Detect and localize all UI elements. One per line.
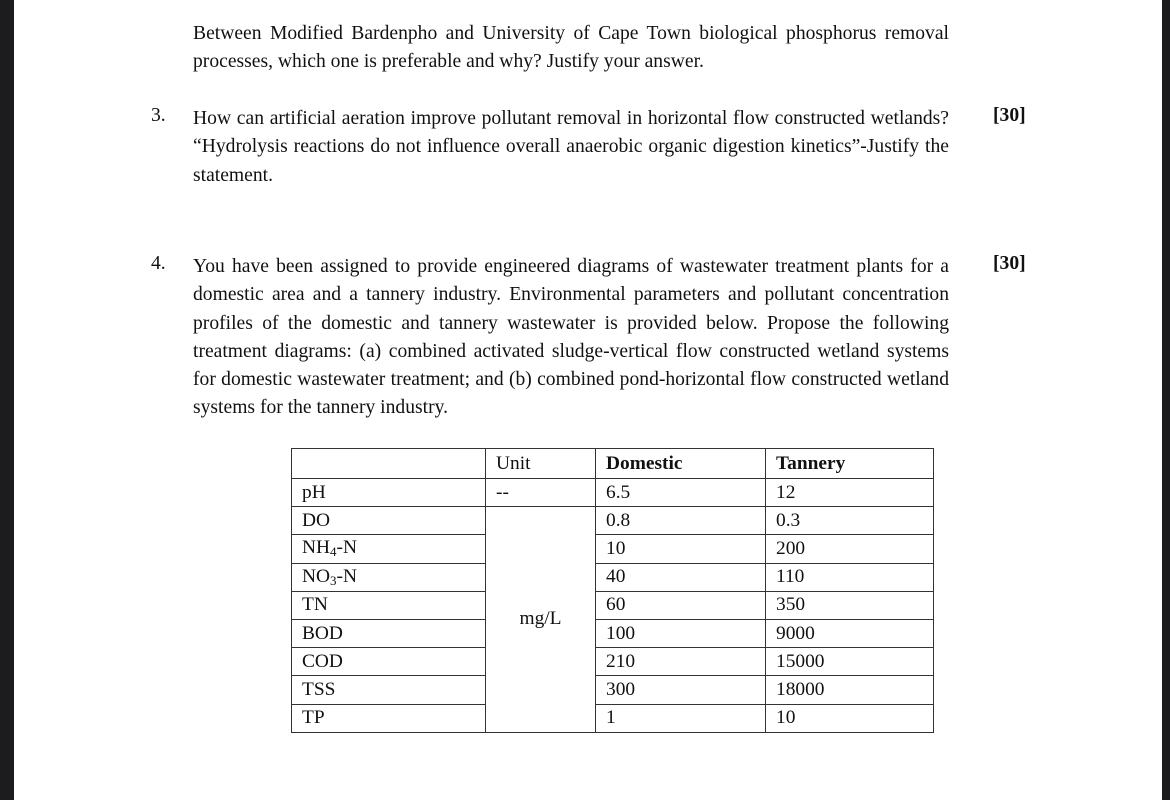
param-main: NH bbox=[302, 537, 331, 559]
table-row bbox=[292, 563, 934, 591]
row-tannery: 0.3 bbox=[766, 507, 934, 535]
question-4-number: 4. bbox=[151, 253, 166, 274]
table-row bbox=[292, 648, 934, 676]
question-4-marks: [30] bbox=[993, 253, 1026, 274]
row-param: DO bbox=[292, 507, 486, 535]
header-param bbox=[292, 449, 486, 479]
row-domestic: 100 bbox=[596, 619, 766, 647]
row-domestic: 210 bbox=[596, 648, 766, 676]
row-domestic: 6.5 bbox=[596, 479, 766, 507]
row-tannery: 10 bbox=[766, 704, 934, 732]
table-row bbox=[292, 619, 934, 647]
row-domestic: 10 bbox=[596, 535, 766, 563]
question-3-marks: [30] bbox=[993, 105, 1026, 126]
header-unit: Unit bbox=[486, 449, 596, 479]
intro-paragraph: Between Modified Bardenpho and University of Cape Town biological phosphorus removal processes, which one is preferable and why? Justify your answer. bbox=[193, 23, 949, 73]
question-3-text: How can artificial aeration improve pollutant removal in horizontal flow constructed wetlands? “Hydrolysis reactions do not influence overall anaerobic organic digestion kinetics”-Justify the statement. bbox=[193, 108, 949, 186]
row-domestic: 1 bbox=[596, 704, 766, 732]
row-tannery: 350 bbox=[766, 591, 934, 619]
row-param: TSS bbox=[292, 676, 486, 704]
question-3-number: 3. bbox=[151, 105, 166, 126]
row-param: TP bbox=[292, 704, 486, 732]
row-param: pH bbox=[292, 479, 486, 507]
param-main: NO bbox=[302, 565, 331, 587]
param-tail: -N bbox=[336, 565, 357, 587]
row-param: TN bbox=[292, 591, 486, 619]
param-tail: -N bbox=[336, 537, 357, 559]
header-domestic: Domestic bbox=[596, 449, 766, 479]
table-row bbox=[292, 535, 934, 563]
row-domestic: 300 bbox=[596, 676, 766, 704]
param-subscript: 3 bbox=[330, 572, 337, 588]
table-row bbox=[292, 676, 934, 704]
table-row bbox=[292, 704, 934, 732]
row-param bbox=[292, 563, 486, 591]
param-subscript: 4 bbox=[330, 544, 337, 560]
table-row bbox=[292, 479, 934, 507]
row-param: BOD bbox=[292, 619, 486, 647]
row-domestic: 0.8 bbox=[596, 507, 766, 535]
wastewater-parameter-table bbox=[291, 448, 934, 733]
table-row bbox=[292, 591, 934, 619]
row-tannery: 15000 bbox=[766, 648, 934, 676]
question-4-text: You have been assigned to provide engineered diagrams of wastewater treatment plants for a domestic area and a tannery industry. Environmental parameters and pollutant concentration profiles of the domestic and tannery wastewater is provided below. Propose the following treatment diagrams: (a) combined activated sludge-vertical flow constructed wetland systems for domestic wastewater treatment; and (b) combined pond-horizontal flow constructed wetland systems for the tannery industry. bbox=[193, 256, 949, 419]
row-tannery: 12 bbox=[766, 479, 934, 507]
document-page bbox=[14, 0, 1162, 800]
table-header-row bbox=[292, 449, 934, 479]
row-domestic: 40 bbox=[596, 563, 766, 591]
table-row bbox=[292, 507, 934, 535]
header-tannery: Tannery bbox=[766, 449, 934, 479]
merged-unit-cell: mg/L bbox=[486, 507, 596, 733]
row-domestic: 60 bbox=[596, 591, 766, 619]
row-tannery: 9000 bbox=[766, 619, 934, 647]
row-tannery: 200 bbox=[766, 535, 934, 563]
row-tannery: 110 bbox=[766, 563, 934, 591]
row-param bbox=[292, 535, 486, 563]
row-unit: -- bbox=[486, 479, 596, 507]
row-param: COD bbox=[292, 648, 486, 676]
row-tannery: 18000 bbox=[766, 676, 934, 704]
